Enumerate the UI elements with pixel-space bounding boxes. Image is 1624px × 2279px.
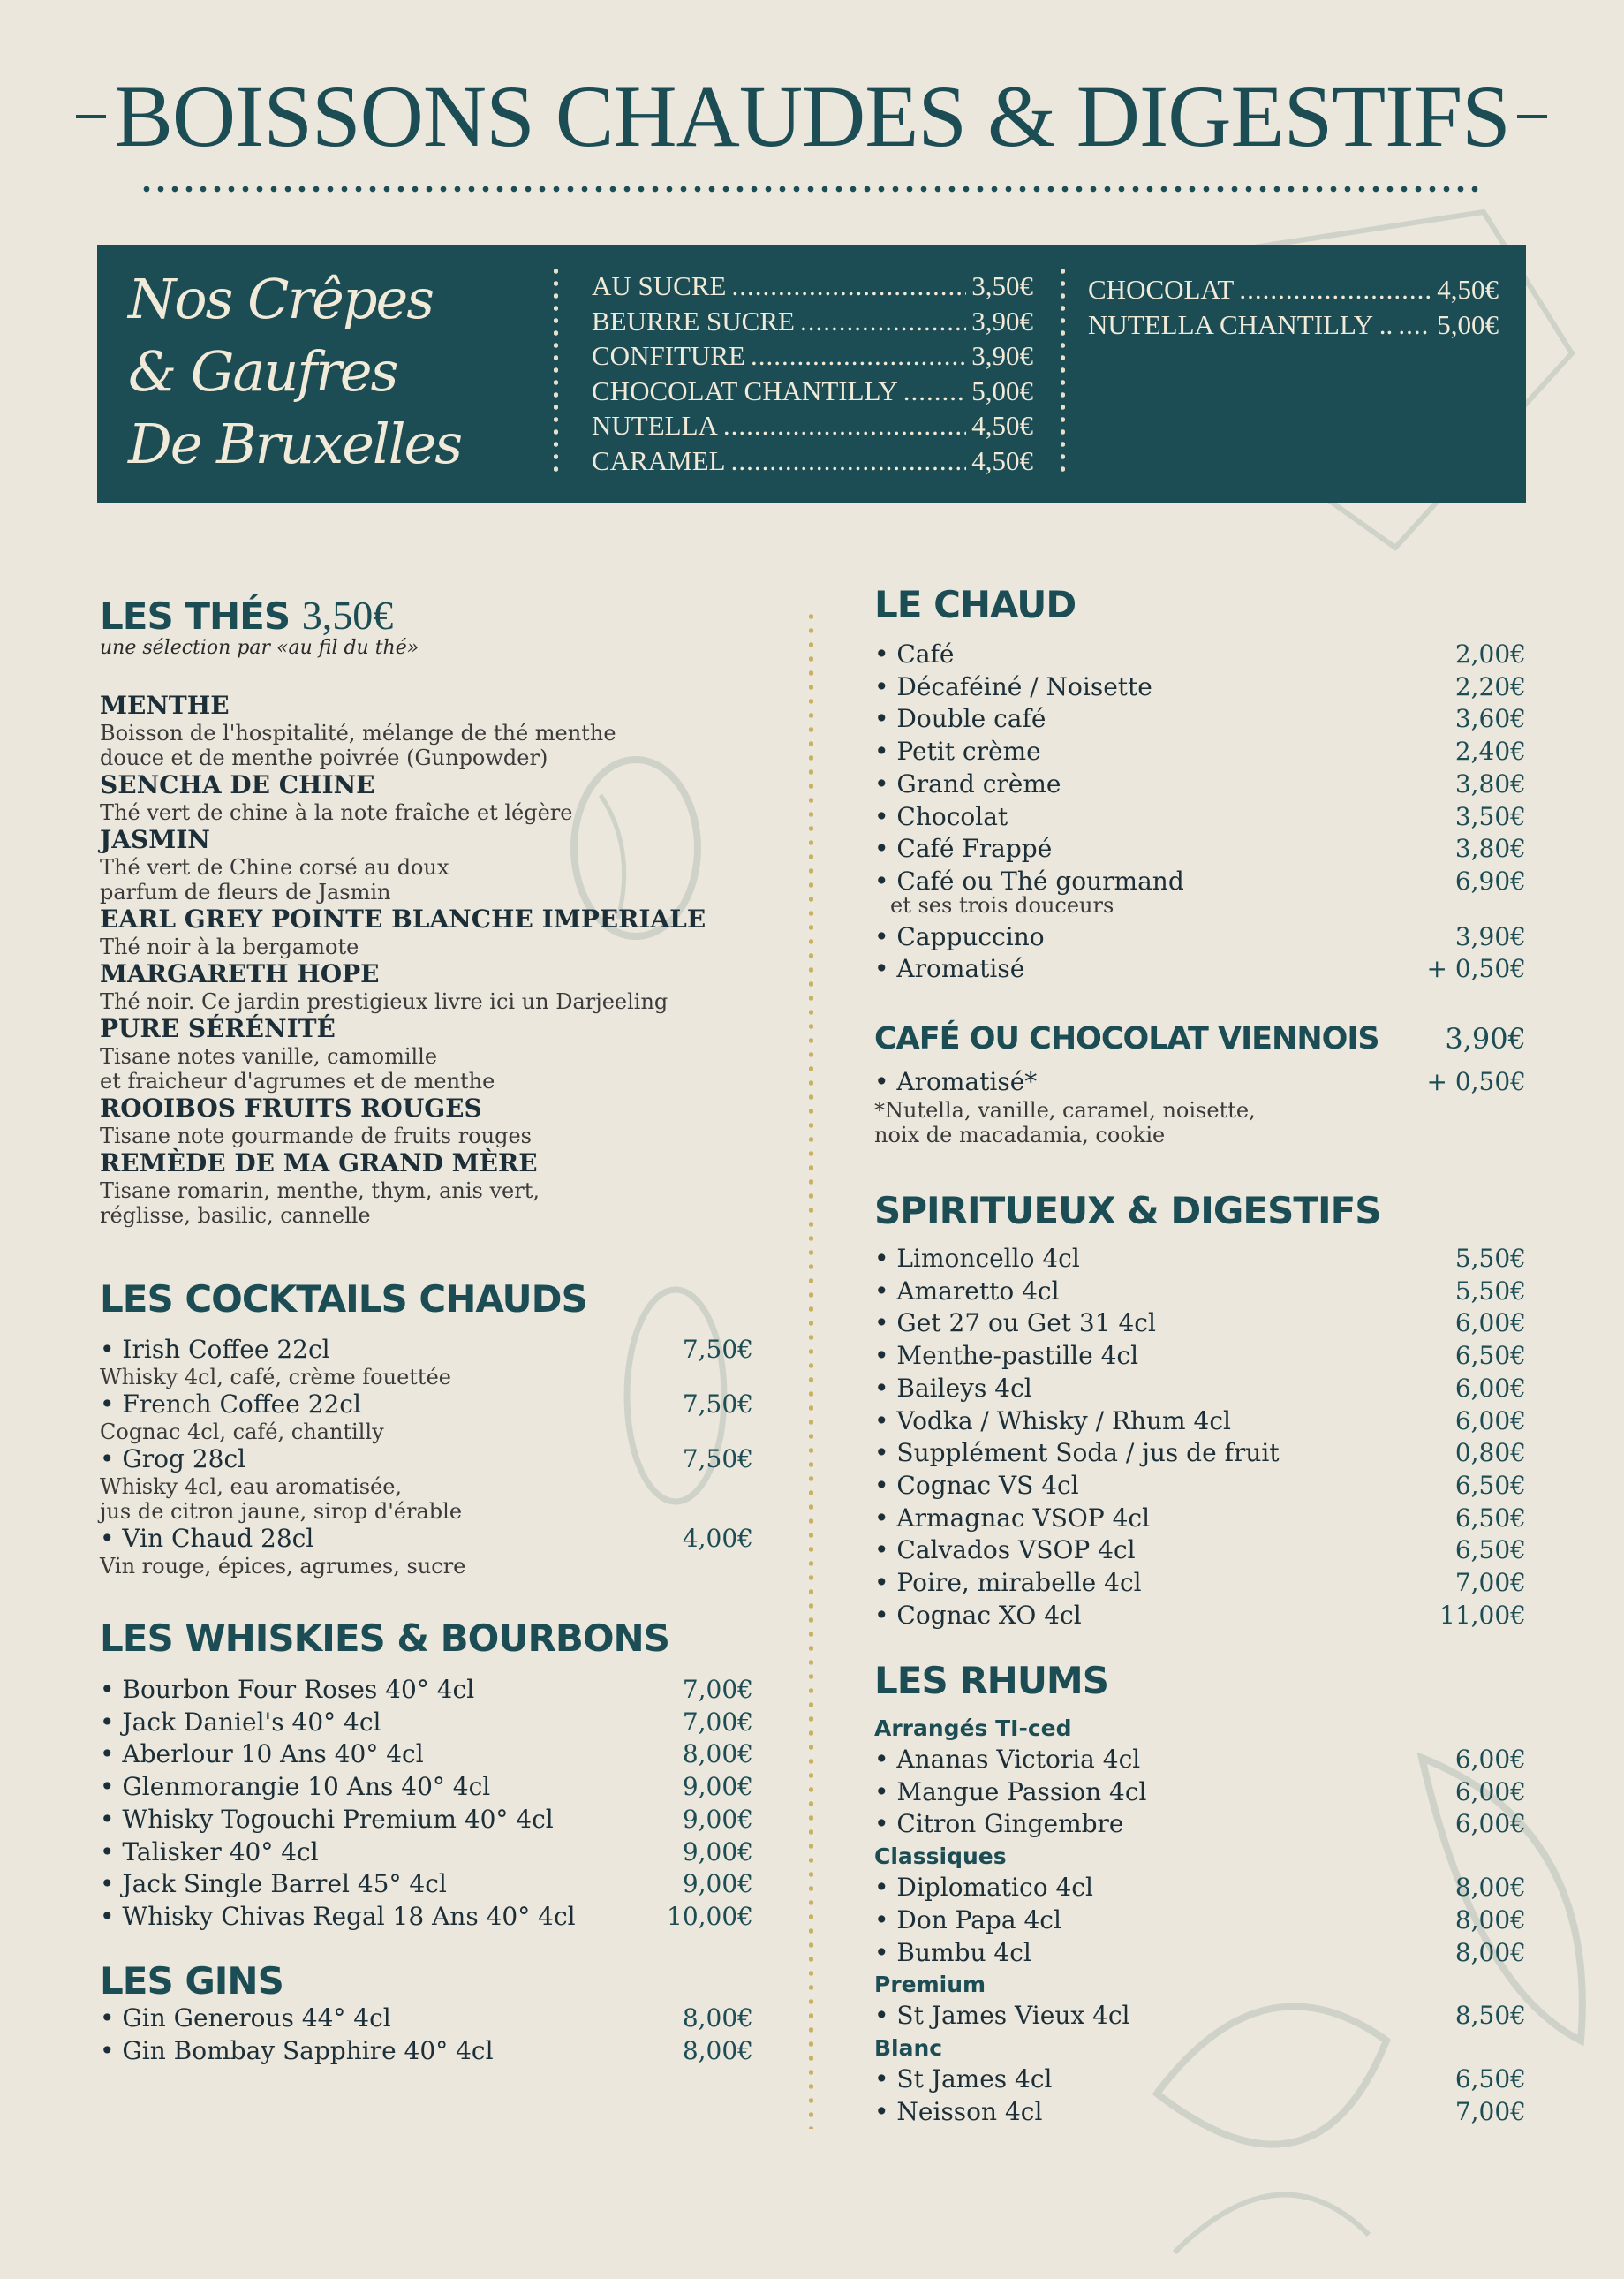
dot-leader bbox=[723, 408, 966, 443]
list-item bbox=[100, 1738, 753, 1771]
list-item bbox=[874, 1243, 1526, 1276]
tea-name: PURE SÉRÉNITÉ bbox=[100, 1014, 336, 1043]
gins-section bbox=[100, 1959, 753, 2067]
item-price: 7,50€ bbox=[682, 1444, 753, 1473]
list-item bbox=[100, 1524, 753, 1554]
tea-description: et fraicheur d'agrumes et de menthe bbox=[100, 1069, 495, 1094]
crepes-list bbox=[592, 269, 1033, 478]
item-price: 6,00€ bbox=[1454, 1776, 1526, 1806]
item-price: 6,00€ bbox=[1454, 1745, 1526, 1774]
list-item bbox=[874, 1503, 1526, 1535]
gin-list bbox=[100, 2003, 753, 2067]
crepes-item bbox=[592, 304, 1033, 339]
list-item bbox=[874, 1470, 1526, 1503]
list-item bbox=[874, 921, 1526, 954]
item-name: BEURRE SUCRE bbox=[592, 305, 795, 337]
item-name: • Bourbon Four Roses 40° 4cl bbox=[100, 1675, 475, 1704]
item-price: 4,50€ bbox=[971, 444, 1033, 476]
item-name: • Chocolat bbox=[874, 801, 1008, 831]
item-price: 5,00€ bbox=[971, 375, 1033, 406]
chaud-section bbox=[874, 583, 1526, 986]
rum-category: Arrangés TI-ced bbox=[874, 1715, 1072, 1741]
item-price: 8,00€ bbox=[1454, 1904, 1526, 1934]
tea-name: SENCHA DE CHINE bbox=[100, 770, 375, 799]
title-dotted-rule bbox=[140, 186, 1482, 193]
section-title: SPIRITUEUX & DIGESTIFS bbox=[874, 1189, 1381, 1232]
item-name: • Baileys 4cl bbox=[874, 1373, 1032, 1403]
item-price: + 0,50€ bbox=[1426, 954, 1526, 984]
list-item bbox=[874, 1600, 1526, 1632]
item-name: • Diplomatico 4cl bbox=[874, 1873, 1093, 1903]
list-item bbox=[100, 1674, 753, 1707]
item-price: 6,90€ bbox=[1454, 866, 1526, 896]
tea-description: douce et de menthe poivrée (Gunpowder) bbox=[100, 746, 548, 770]
item-price: 9,00€ bbox=[682, 1772, 753, 1802]
tea-description: Boisson de l'hospitalité, mélange de thé menthe bbox=[100, 721, 616, 746]
item-price: 6,00€ bbox=[1454, 1373, 1526, 1403]
rum-category: Premium bbox=[874, 1972, 986, 1998]
tea-name: ROOIBOS FRUITS ROUGES bbox=[100, 1094, 482, 1123]
cocktails-section bbox=[100, 1277, 753, 1579]
item-price: 6,00€ bbox=[1454, 1809, 1526, 1839]
item-description: et ses trois douceurs bbox=[890, 892, 1114, 918]
item-price: 9,00€ bbox=[682, 1836, 753, 1866]
item-note: noix de macadamia, cookie bbox=[874, 1123, 1166, 1148]
tea-list bbox=[100, 691, 753, 1228]
item-name: • Jack Single Barrel 45° 4cl bbox=[100, 1869, 447, 1899]
item-name: • Calvados VSOP 4cl bbox=[874, 1535, 1136, 1565]
tea-name: MARGARETH HOPE bbox=[100, 959, 380, 988]
section-title: LES COCKTAILS CHAUDS bbox=[100, 1277, 587, 1321]
item-name: • Gin Generous 44° 4cl bbox=[100, 2003, 391, 2033]
dot-leader bbox=[731, 443, 967, 479]
item-name: • Don Papa 4cl bbox=[874, 1904, 1061, 1934]
item-name: • Cognac XO 4cl bbox=[874, 1600, 1082, 1630]
item-price: 5,50€ bbox=[1454, 1244, 1526, 1273]
tea-name: REMÈDE DE MA GRAND MÈRE bbox=[100, 1148, 538, 1177]
item-name: • Jack Daniel's 40° 4cl bbox=[100, 1707, 381, 1737]
item-name: • Talisker 40° 4cl bbox=[100, 1836, 319, 1866]
item-price: 6,50€ bbox=[1454, 1470, 1526, 1500]
list-item bbox=[100, 1335, 753, 1365]
item-name: • Aberlour 10 Ans 40° 4cl bbox=[100, 1739, 424, 1769]
item-price: 6,50€ bbox=[1454, 1535, 1526, 1565]
tea-description: Thé noir à la bergamote bbox=[100, 935, 359, 959]
item-price: 5,00€ bbox=[1437, 308, 1499, 340]
item-name: • Neisson 4cl bbox=[874, 2096, 1043, 2126]
item-name: • Mangue Passion 4cl bbox=[874, 1776, 1147, 1806]
item-name: CARAMEL bbox=[592, 444, 726, 476]
item-name: • Get 27 ou Get 31 4cl bbox=[874, 1308, 1156, 1338]
item-name: • Grog 28cl bbox=[100, 1444, 246, 1473]
list-item bbox=[874, 1937, 1526, 1970]
list-item bbox=[874, 1340, 1526, 1373]
crepes-item bbox=[592, 408, 1033, 443]
item-name: • Petit crème bbox=[874, 737, 1041, 767]
list-item bbox=[874, 1904, 1526, 1937]
item-price: 3,90€ bbox=[1454, 921, 1526, 951]
item-name: • Menthe-pastille 4cl bbox=[874, 1341, 1139, 1371]
item-price: 6,50€ bbox=[1454, 2063, 1526, 2094]
list-item bbox=[100, 2003, 753, 2035]
rum-list bbox=[874, 1713, 1526, 2128]
rum-category: Blanc bbox=[874, 2034, 943, 2061]
section-title: LE CHAUD bbox=[874, 583, 1076, 626]
section-title: LES GINS bbox=[100, 1959, 283, 2003]
item-price: 7,00€ bbox=[682, 1675, 753, 1704]
tea-description: Thé noir. Ce jardin prestigieux livre ici un Darjeeling bbox=[100, 989, 668, 1014]
tea-description: réglisse, basilic, cannelle bbox=[100, 1203, 371, 1228]
section-price: 3,50€ bbox=[301, 593, 394, 638]
list-item bbox=[874, 1744, 1526, 1776]
list-item bbox=[874, 1872, 1526, 1904]
item-name: • Bumbu 4cl bbox=[874, 1937, 1031, 1967]
list-item bbox=[874, 736, 1526, 768]
item-name: • Supplément Soda / jus de fruit bbox=[874, 1438, 1280, 1468]
item-note: *Nutella, vanille, caramel, noisette, bbox=[874, 1098, 1256, 1124]
list-item bbox=[874, 2063, 1526, 2096]
item-name: • Grand crème bbox=[874, 768, 1061, 799]
crepes-title: Nos Crêpes & Gaufres De Bruxelles bbox=[128, 267, 462, 476]
item-price: 6,00€ bbox=[1454, 1308, 1526, 1338]
item-description: Cognac 4cl, café, chantilly bbox=[100, 1420, 384, 1444]
section-subtitle: une sélection par «au fil du thé» bbox=[100, 637, 419, 659]
item-name: • Irish Coffee 22cl bbox=[100, 1335, 330, 1364]
section-title: LES THÉS 3,50€ bbox=[100, 593, 394, 638]
tea-description: Tisane notes vanille, camomille bbox=[100, 1044, 438, 1069]
tea-description: Thé vert de Chine corsé au doux bbox=[100, 855, 449, 880]
list-item bbox=[874, 703, 1526, 736]
item-price: 8,00€ bbox=[1454, 1937, 1526, 1967]
list-item bbox=[874, 1373, 1526, 1405]
crepes-item bbox=[592, 443, 1033, 479]
crepes-list bbox=[1088, 272, 1499, 342]
chaud-list bbox=[874, 639, 1526, 986]
list-item bbox=[874, 639, 1526, 671]
item-price: 7,50€ bbox=[682, 1389, 753, 1419]
list-item bbox=[100, 1868, 753, 1901]
tea-description: Thé vert de chine à la note fraîche et légère bbox=[100, 800, 573, 825]
item-name: • St James Vieux 4cl bbox=[874, 2001, 1130, 2031]
item-price: 6,50€ bbox=[1454, 1503, 1526, 1533]
item-price: 7,50€ bbox=[682, 1335, 753, 1364]
page-title: BOISSONS CHAUDES & DIGESTIFS bbox=[114, 67, 1510, 165]
item-price: 2,40€ bbox=[1454, 737, 1526, 767]
dot-leader bbox=[800, 304, 966, 339]
item-description: jus de citron jaune, sirop d'érable bbox=[100, 1499, 463, 1524]
list-item bbox=[874, 1066, 1526, 1099]
item-name: • Cognac VS 4cl bbox=[874, 1470, 1079, 1500]
item-price: 4,50€ bbox=[1437, 274, 1499, 305]
item-name: NUTELLA CHANTILLY .. bbox=[1088, 308, 1394, 340]
tea-name: MENTHE bbox=[100, 691, 230, 720]
whisky-list bbox=[100, 1674, 753, 1934]
list-item bbox=[100, 1707, 753, 1739]
item-description: Whisky 4cl, café, crème fouettée bbox=[100, 1365, 451, 1389]
crepes-item bbox=[592, 338, 1033, 374]
list-item bbox=[100, 2035, 753, 2068]
item-name: • Café Frappé bbox=[874, 834, 1053, 864]
crepes-divider bbox=[554, 265, 558, 477]
list-item bbox=[874, 801, 1526, 834]
item-price: 3,80€ bbox=[1454, 768, 1526, 799]
item-price: 8,50€ bbox=[1454, 2001, 1526, 2031]
list-item bbox=[874, 2096, 1526, 2129]
list-item bbox=[874, 1534, 1526, 1567]
list-item bbox=[874, 671, 1526, 704]
viennois-section bbox=[874, 1023, 1526, 1147]
column-divider bbox=[809, 610, 813, 2129]
item-price: 3,80€ bbox=[1454, 834, 1526, 864]
item-price: 3,60€ bbox=[1454, 704, 1526, 734]
list-item bbox=[100, 1389, 753, 1420]
list-item bbox=[874, 2000, 1526, 2033]
thes-section bbox=[100, 592, 753, 1228]
list-item bbox=[100, 1444, 753, 1474]
item-price: 3,90€ bbox=[971, 340, 1033, 371]
section-title: LES WHISKIES & BOURBONS bbox=[100, 1616, 669, 1660]
whiskies-section bbox=[100, 1616, 753, 1934]
item-name: • Décaféiné / Noisette bbox=[874, 671, 1152, 701]
item-name: • Glenmorangie 10 Ans 40° 4cl bbox=[100, 1772, 491, 1802]
item-price: 9,00€ bbox=[682, 1869, 753, 1899]
item-name: • Whisky Chivas Regal 18 Ans 40° 4cl bbox=[100, 1901, 576, 1931]
rum-category: Classiques bbox=[874, 1844, 1007, 1870]
item-name: • St James 4cl bbox=[874, 2063, 1053, 2094]
item-name: AU SUCRE bbox=[592, 270, 727, 301]
item-price: 3,90€ bbox=[971, 305, 1033, 337]
list-item bbox=[874, 1437, 1526, 1470]
item-description: Whisky 4cl, eau aromatisée, bbox=[100, 1474, 403, 1499]
item-name: • Citron Gingembre bbox=[874, 1809, 1124, 1839]
dot-leader bbox=[903, 374, 966, 409]
item-name: • Whisky Togouchi Premium 40° 4cl bbox=[100, 1804, 554, 1834]
dot-leader bbox=[1398, 307, 1431, 343]
item-name: • Aromatisé bbox=[874, 954, 1025, 984]
item-name: CHOCOLAT bbox=[1088, 274, 1235, 305]
item-name: • Double café bbox=[874, 704, 1046, 734]
item-name: • Vin Chaud 28cl bbox=[100, 1524, 314, 1553]
item-name: • Cappuccino bbox=[874, 921, 1045, 951]
item-name: • Café bbox=[874, 640, 955, 669]
item-price: 7,00€ bbox=[1454, 1568, 1526, 1598]
item-name: • Poire, mirabelle 4cl bbox=[874, 1568, 1142, 1598]
item-name: • Aromatisé* bbox=[874, 1066, 1038, 1096]
crepes-item bbox=[592, 269, 1033, 304]
item-price: 10,00€ bbox=[667, 1901, 753, 1931]
list-item bbox=[874, 1307, 1526, 1340]
item-price: 8,00€ bbox=[682, 1739, 753, 1769]
dot-leader bbox=[751, 338, 966, 374]
item-price: 11,00€ bbox=[1439, 1600, 1526, 1630]
item-price: 9,00€ bbox=[682, 1804, 753, 1834]
list-item bbox=[874, 1808, 1526, 1841]
item-name: • Amaretto 4cl bbox=[874, 1276, 1060, 1306]
item-price: 3,50€ bbox=[1454, 801, 1526, 831]
list-item bbox=[874, 1405, 1526, 1438]
list-item bbox=[874, 1567, 1526, 1600]
item-price: 6,00€ bbox=[1454, 1405, 1526, 1435]
item-price: 0,80€ bbox=[1454, 1438, 1526, 1468]
item-price: 8,00€ bbox=[1454, 1873, 1526, 1903]
item-name: • French Coffee 22cl bbox=[100, 1389, 361, 1419]
item-price: + 0,50€ bbox=[1426, 1066, 1526, 1096]
section-title: CAFÉ OU CHOCOLAT VIENNOIS bbox=[874, 1021, 1379, 1056]
item-price: 8,00€ bbox=[682, 2035, 753, 2065]
section-title: LES RHUMS bbox=[874, 1659, 1108, 1702]
crepes-item bbox=[1088, 307, 1499, 343]
crepes-divider bbox=[1061, 265, 1065, 477]
list-item bbox=[874, 1276, 1526, 1308]
item-price: 5,50€ bbox=[1454, 1276, 1526, 1306]
list-item bbox=[874, 1776, 1526, 1809]
item-price: 2,20€ bbox=[1454, 671, 1526, 701]
tea-name: EARL GREY POINTE BLANCHE IMPERIALE bbox=[100, 905, 706, 934]
item-name: CHOCOLAT CHANTILLY bbox=[592, 375, 898, 406]
item-name: • Gin Bombay Sapphire 40° 4cl bbox=[100, 2035, 494, 2065]
tea-description: Tisane romarin, menthe, thym, anis vert, bbox=[100, 1178, 540, 1203]
item-price: 7,00€ bbox=[682, 1707, 753, 1737]
item-description: Vin rouge, épices, agrumes, sucre bbox=[100, 1554, 466, 1579]
list-item bbox=[100, 1804, 753, 1836]
item-price: 2,00€ bbox=[1454, 640, 1526, 669]
list-item bbox=[874, 953, 1526, 986]
item-price: 4,00€ bbox=[682, 1524, 753, 1553]
list-item bbox=[100, 1901, 753, 1934]
section-price: 3,90€ bbox=[1445, 1022, 1526, 1056]
list-item bbox=[874, 768, 1526, 801]
item-price: 7,00€ bbox=[1454, 2096, 1526, 2126]
item-price: 8,00€ bbox=[682, 2003, 753, 2033]
item-price: 4,50€ bbox=[971, 410, 1033, 441]
item-price: 6,50€ bbox=[1454, 1341, 1526, 1371]
crepes-item bbox=[592, 374, 1033, 409]
item-name: • Ananas Victoria 4cl bbox=[874, 1745, 1141, 1774]
tea-description: parfum de fleurs de Jasmin bbox=[100, 880, 391, 905]
item-name: • Café ou Thé gourmand bbox=[874, 866, 1184, 896]
spiritueux-section bbox=[874, 1189, 1526, 1632]
dot-leader bbox=[1239, 272, 1431, 307]
dot-leader bbox=[731, 269, 966, 304]
item-name: CONFITURE bbox=[592, 340, 745, 371]
cocktail-list bbox=[100, 1335, 753, 1579]
item-name: NUTELLA bbox=[592, 410, 718, 441]
tea-description: Tisane note gourmande de fruits rouges bbox=[100, 1124, 532, 1148]
rhums-section bbox=[874, 1659, 1526, 2128]
item-name: • Vodka / Whisky / Rhum 4cl bbox=[874, 1405, 1231, 1435]
spirits-list bbox=[874, 1243, 1526, 1632]
item-name: • Limoncello 4cl bbox=[874, 1244, 1080, 1273]
item-price: 3,50€ bbox=[971, 270, 1033, 301]
list-item bbox=[100, 1771, 753, 1804]
tea-name: JASMIN bbox=[100, 825, 210, 854]
list-item bbox=[100, 1836, 753, 1869]
item-name: • Armagnac VSOP 4cl bbox=[874, 1503, 1151, 1533]
crepes-item bbox=[1088, 272, 1499, 307]
list-item bbox=[874, 833, 1526, 866]
